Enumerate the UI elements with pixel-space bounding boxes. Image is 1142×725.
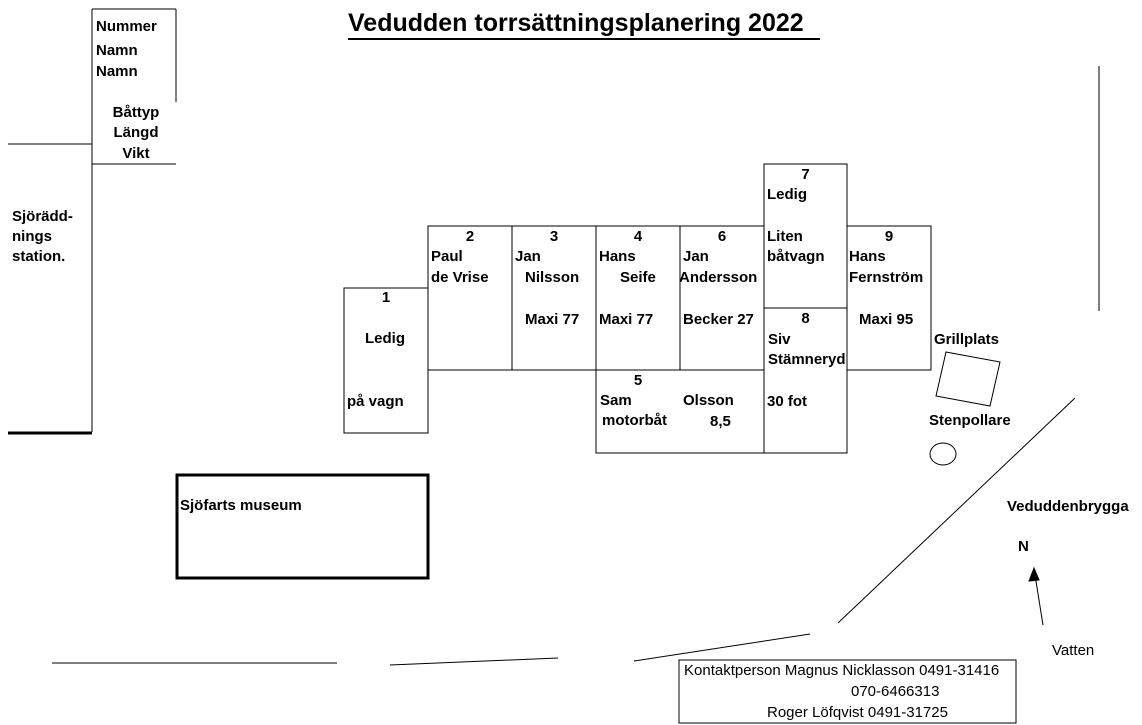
spot-8-last: Stämneryd [768,351,846,368]
spot-6-last: Andersson [679,269,758,286]
spot-6-boat: Becker 27 [683,311,754,328]
spot-4-number: 4 [633,228,643,245]
spot-2-first: Paul [431,248,463,265]
legend-name-1: Namn [96,42,138,59]
spot-7-note-1: Liten [767,228,803,245]
spot-5-last: Olsson [683,392,734,409]
brygga-label: Veduddenbrygga [1007,498,1129,515]
contact-line-1: Kontaktperson Magnus Nicklasson 0491-31416 [684,662,1000,679]
spot-5-first: Sam [600,392,632,409]
legend-name-2: Namn [96,63,138,80]
water-label: Vatten [1052,642,1095,659]
spot-5-number: 5 [633,372,643,389]
spot-9-number: 9 [884,228,894,245]
legend-boattype: Båttyp [112,104,160,121]
spot-8-boat: 30 fot [767,393,808,410]
contact-line-3: Roger Löfqvist 0491-31725 [767,704,948,721]
museum-label: Sjöfarts museum [180,497,302,514]
rescue-station-label-3: station. [12,248,66,265]
spot-3-first: Jan [515,248,541,265]
shore-line-3 [634,634,810,661]
spot-9-last: Fernström [849,269,924,286]
spot-2-number: 2 [465,228,475,245]
spot-7-number: 7 [801,166,810,183]
spot-3-number: 3 [549,228,559,245]
rescue-station-label-1: Sjörädd- [12,208,73,225]
spot-7-note-2: båtvagn [767,248,825,265]
legend-length: Längd [113,124,159,141]
spot-5-boat: motorbåt [602,412,667,429]
shore-line-2 [390,658,558,665]
spot-9-first: Hans [849,248,886,265]
page-title: Vedudden torrsättningsplanering 2022 [348,8,820,40]
spot-3-last: Nilsson [525,269,580,286]
spot-1-extra: på vagn [347,393,404,410]
north-label: N [1018,538,1029,555]
rescue-station-label-2: nings [12,228,52,245]
spot-5-length: 8,5 [710,413,731,430]
spot-8-number: 8 [801,310,810,327]
north-arrow-head [1029,568,1039,581]
legend-weight: Vikt [122,145,150,162]
stenpollare-shape [930,443,956,465]
spot-9-boat: Maxi 95 [859,311,914,328]
spot-4-boat: Maxi 77 [599,311,654,328]
spot-3-boat: Maxi 77 [525,311,580,328]
spot-7-name: Ledig [767,186,807,203]
spot-8-first: Siv [768,331,791,348]
spot-2-last: de Vrise [431,269,489,286]
museum-box [177,475,428,578]
contact-line-2: 070-6466313 [851,683,940,700]
grill-shape [936,352,1000,406]
north-arrow-shaft [1035,575,1043,625]
spot-1-name: Ledig [365,330,405,347]
spot-6-first: Jan [683,248,709,265]
grill-label: Grillplats [934,331,1000,348]
stenpollare-label: Stenpollare [929,412,1011,429]
spot-4-first: Hans [599,248,636,265]
spot-4-last: Seife [620,269,656,286]
spot-6-number: 6 [717,228,727,245]
spot-1-number: 1 [381,289,391,306]
legend-number: Nummer [96,18,157,35]
